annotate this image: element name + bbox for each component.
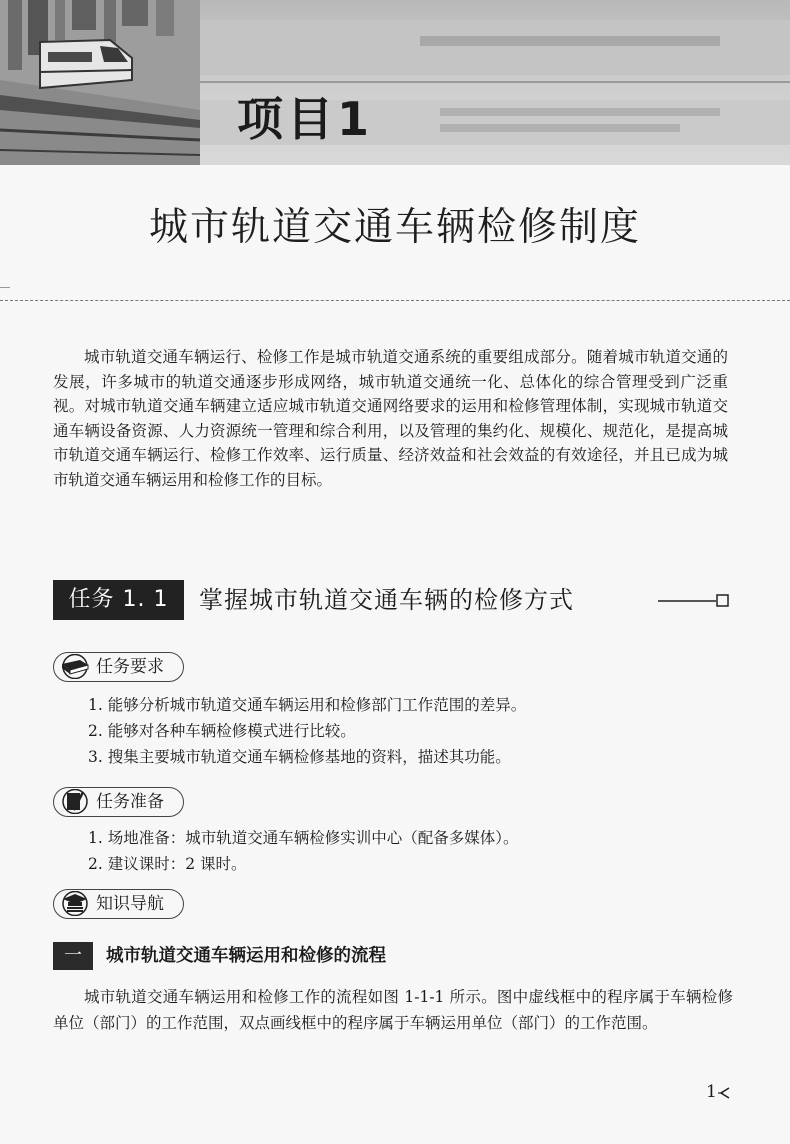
section-number: 一 <box>53 942 93 970</box>
requirements-label: 任务要求 <box>96 657 164 677</box>
project-label: 项目1 <box>237 92 374 146</box>
divider-tick <box>0 287 10 288</box>
graduation-cap-icon <box>58 891 92 916</box>
task-heading <box>53 580 743 620</box>
preparation-list <box>88 825 518 877</box>
chapter-title: 城市轨道交通车辆检修制度 <box>148 205 641 250</box>
intro-paragraph: 城市轨道交通车辆运行、检修工作是城市轨道交通系统的重要组成部分。随着城市轨道交通的发展，许多城市的轨道交通逐步形成网络，城市轨道交通统一化、总体化的综合管理受到广泛重视。对城市轨道交通车辆建立适应城市轨道交通网络要求的运用和检修管理体制，实现城市轨道交通车辆设备资源、人力资源统一管理和综合利用，以及管理的集约化、规模化、规范化，是提高城市轨道交通车辆运行、检修工作效率、运行质量、经济效益和社会效益的有效途径，并且已成为城市轨道交通车辆运用和检修工作的目标。 <box>53 348 728 489</box>
list-item: 2. 建议课时：2 课时。 <box>88 855 247 873</box>
preparation-tag <box>53 787 184 817</box>
header-banner <box>0 0 790 165</box>
book-icon <box>58 654 92 679</box>
list-item: 3. 搜集主要城市轨道交通车辆检修基地的资料，描述其功能。 <box>88 748 511 766</box>
dashed-divider <box>0 300 790 301</box>
list-item: 1. 能够分析城市轨道交通车辆运用和检修部门工作范围的差异。 <box>88 696 527 714</box>
requirements-tag <box>53 652 184 682</box>
train-illustration <box>0 0 790 165</box>
page-arrow-icon <box>717 1086 733 1100</box>
task-title: 掌握城市轨道交通车辆的检修方式 <box>199 586 574 614</box>
section-paragraph: 城市轨道交通车辆运用和检修工作的流程如图 1-1-1 所示。图中虚线框中的程序属于车辆检修单位（部门）的工作范围，双点画线框中的程序属于车辆运用单位（部门）的工作范围。 <box>53 988 733 1032</box>
list-item: 1. 场地准备：城市轨道交通车辆检修实训中心（配备多媒体）。 <box>88 829 519 847</box>
navigation-tag <box>53 889 184 919</box>
preparation-label: 任务准备 <box>96 792 164 812</box>
notebook-pen-icon <box>58 789 92 814</box>
list-item: 2. 能够对各种车辆检修模式进行比较。 <box>88 722 356 740</box>
line-square-icon <box>658 592 730 610</box>
page-number: 1 <box>706 1082 717 1102</box>
section-title: 城市轨道交通车辆运用和检修的流程 <box>106 946 386 966</box>
requirements-list <box>88 692 526 770</box>
navigation-label: 知识导航 <box>96 894 164 914</box>
task-badge: 任务 1. 1 <box>53 580 184 620</box>
